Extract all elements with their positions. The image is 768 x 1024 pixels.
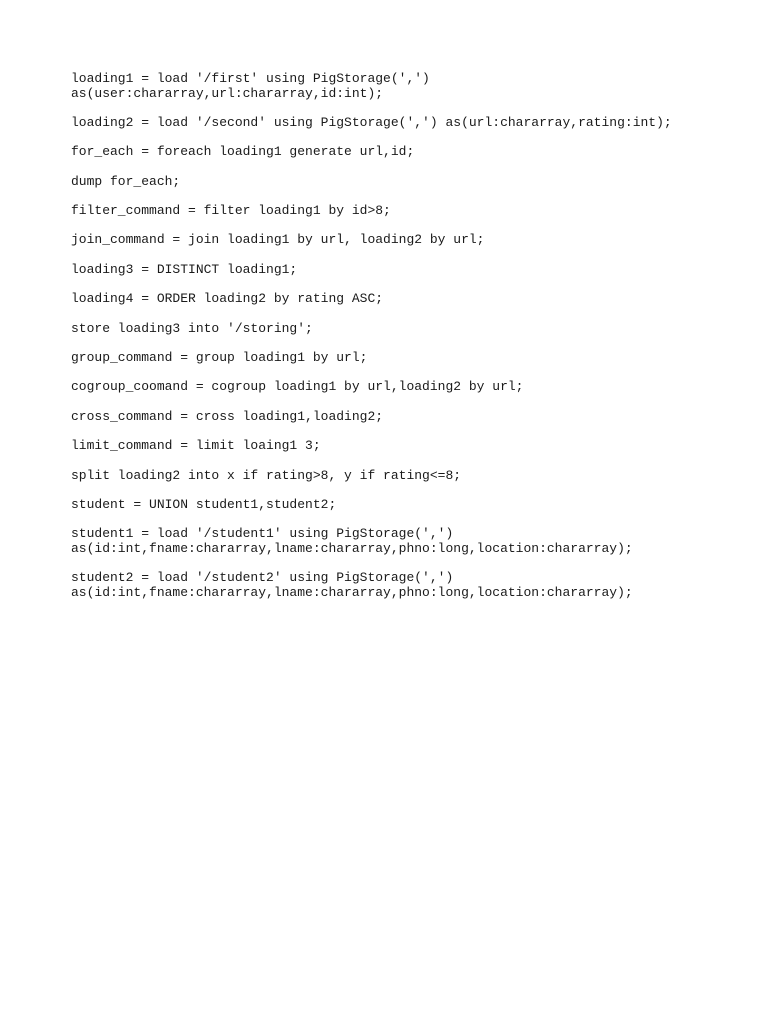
code-line: for_each = foreach loading1 generate url,id; (71, 144, 415, 160)
code-paragraph-3 (71, 145, 751, 160)
code-line: loading3 = DISTINCT loading1; (71, 261, 298, 277)
code-paragraph-6 (71, 233, 751, 248)
code-paragraph-14 (71, 469, 751, 484)
code-line: join_command = join loading1 by url, loading2 by url; (71, 232, 485, 248)
code-paragraph-8 (71, 292, 751, 307)
code-line: split loading2 into x if rating>8, y if rating<=8; (71, 467, 462, 483)
code-line: store loading3 into '/storing'; (71, 320, 313, 336)
code-paragraph-13 (71, 439, 751, 454)
code-paragraph-1 (71, 72, 751, 101)
code-paragraph-11 (71, 380, 751, 395)
document-page (71, 72, 751, 615)
code-paragraph-2 (71, 116, 751, 131)
code-paragraph-10 (71, 351, 751, 366)
code-line: loading4 = ORDER loading2 by rating ASC; (71, 291, 384, 307)
code-paragraph-15 (71, 498, 751, 513)
code-paragraph-5 (71, 204, 751, 219)
code-line: student2 = load '/student2' using PigStorage(',') (71, 570, 454, 586)
code-line: as(user:chararray,url:chararray,id:int); (71, 85, 384, 101)
code-line: student = UNION student1,student2; (71, 496, 337, 512)
code-line: limit_command = limit loaing1 3; (71, 438, 321, 454)
code-line: student1 = load '/student1' using PigStorage(',') (71, 526, 454, 542)
code-line: cross_command = cross loading1,loading2; (71, 408, 384, 424)
code-paragraph-7 (71, 263, 751, 278)
code-line: filter_command = filter loading1 by id>8; (71, 203, 391, 219)
code-line: dump for_each; (71, 173, 181, 189)
code-paragraph-12 (71, 410, 751, 425)
code-line: loading1 = load '/first' using PigStorage(',') (71, 71, 430, 86)
code-line: as(id:int,fname:chararray,lname:chararray,phno:long,location:chararray); (71, 540, 633, 556)
code-line: loading2 = load '/second' using PigStorage(',') as(url:chararray,rating:int); (71, 114, 672, 130)
code-line: as(id:int,fname:chararray,lname:chararray,phno:long,location:chararray); (71, 584, 633, 600)
code-paragraph-17 (71, 571, 751, 600)
code-paragraph-4 (71, 175, 751, 190)
code-paragraph-16 (71, 527, 751, 556)
code-line: group_command = group loading1 by url; (71, 350, 368, 366)
code-paragraph-9 (71, 322, 751, 337)
code-line: cogroup_coomand = cogroup loading1 by url,loading2 by url; (71, 379, 524, 395)
